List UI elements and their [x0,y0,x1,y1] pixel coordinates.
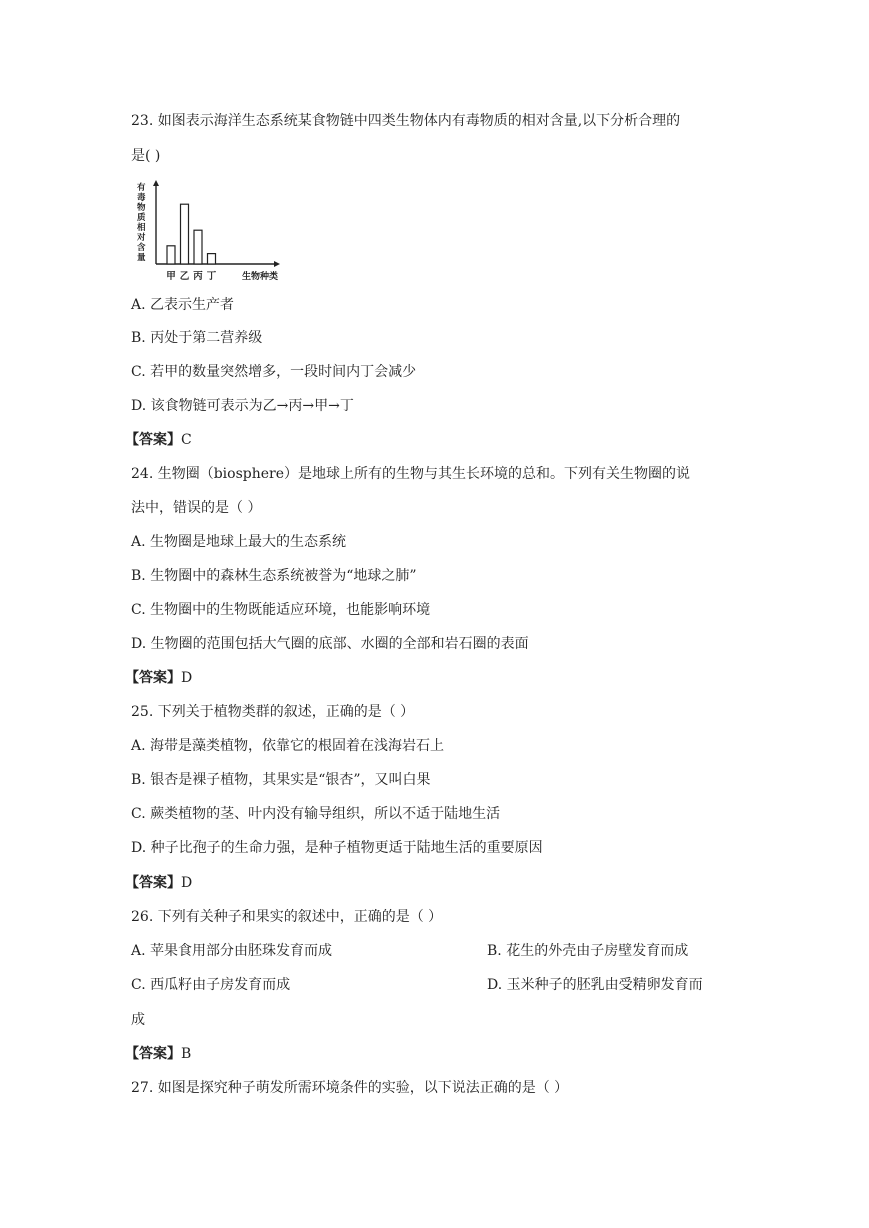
question-24-option-d: D. 生物圈的范围包括大气圈的底部、水圈的全部和岩石圈的表面 [131,636,529,652]
x-tick-label: 丁 [206,271,217,282]
question-26-option-b: B. 花生的外壳由子房壁发育而成 [487,943,689,959]
question-23-option-b: B. 丙处于第二营养级 [131,330,263,346]
x-axis-label: 生物种类 [242,272,279,282]
y-axis-label-char: 毒 [137,193,146,203]
question-25-option-b: B. 银杏是裸子植物，其果实是“银杏”，又叫白果 [131,772,431,788]
question-24-answer [125,668,192,688]
y-axis-label-char: 含 [137,243,146,253]
answer-value: B [181,1046,192,1062]
question-23-answer [125,430,192,450]
question-26-option-c: C. 西瓜籽由子房发育而成 [131,977,291,993]
question-25-answer [125,873,192,893]
y-axis-arrow [153,180,159,186]
question-23-option-d: D. 该食物链可表示为乙→丙→甲→丁 [131,398,354,414]
y-axis-label-char: 量 [137,253,146,263]
y-axis-label-char: 相 [137,223,146,233]
question-24-option-c: C. 生物圈中的生物既能适应环境，也能影响环境 [131,602,431,618]
y-axis-label-char: 对 [137,233,146,243]
question-25-option-c: C. 蕨类植物的茎、叶内没有输导组织，所以不适于陆地生活 [131,806,501,822]
question-25-stem: 25. 下列关于植物类群的叙述，正确的是（ ） [131,704,415,720]
question-24-option-a: A. 生物圈是地球上最大的生态系统 [131,534,347,550]
answer-label: 【答案】 [125,875,181,891]
x-tick-label: 甲 [166,271,176,282]
question-23-stem-cont: 是( ) [131,148,161,164]
x-tick-label: 丙 [193,271,203,282]
y-axis-label [136,182,146,263]
answer-value: D [181,875,193,891]
answer-label: 【答案】 [125,432,181,448]
answer-value: D [181,670,193,686]
y-axis-label-char: 质 [137,213,146,223]
bar-4 [208,254,216,264]
toxin-content-bar-chart [136,180,286,284]
question-25-option-a: A. 海带是藻类植物，依靠它的根固着在浅海岩石上 [131,738,445,754]
bar-1 [167,246,175,264]
question-23-option-a: A. 乙表示生产者 [131,297,235,313]
question-24-stem: 24. 生物圈（biosphere）是地球上所有的生物与其生长环境的总和。下列有关生物圈的说 [131,466,691,482]
answer-value: C [181,432,192,448]
question-24-option-b: B. 生物圈中的森林生态系统被誉为“地球之肺” [131,568,417,584]
question-25-option-d: D. 种子比孢子的生命力强，是种子植物更适于陆地生活的重要原因 [131,840,543,856]
question-26-answer [125,1044,191,1064]
bar-2 [181,204,189,264]
question-26-option-d: D. 玉米种子的胚乳由受精卵发育而 [487,977,703,993]
question-26-option-d-cont: 成 [131,1012,145,1028]
answer-label: 【答案】 [125,670,181,686]
answer-label: 【答案】 [125,1046,181,1062]
question-23-stem: 23. 如图表示海洋生态系统某食物链中四类生物体内有毒物质的相对含量,以下分析合理的 [131,113,681,129]
bar-3 [194,230,202,264]
question-26-option-a: A. 苹果食用部分由胚珠发育而成 [131,943,333,959]
question-27-stem: 27. 如图是探究种子萌发所需环境条件的实验，以下说法正确的是（ ） [131,1080,569,1096]
question-23-option-c: C. 若甲的数量突然增多，一段时间内丁会减少 [131,364,417,380]
x-axis-arrow [274,261,280,267]
y-axis-label-char: 物 [137,203,146,213]
y-axis-label-char: 有 [137,183,146,193]
x-tick-label: 乙 [179,271,190,282]
question-24-stem-cont: 法中，错误的是（ ） [131,500,262,516]
question-26-stem: 26. 下列有关种子和果实的叙述中，正确的是（ ） [131,909,443,925]
